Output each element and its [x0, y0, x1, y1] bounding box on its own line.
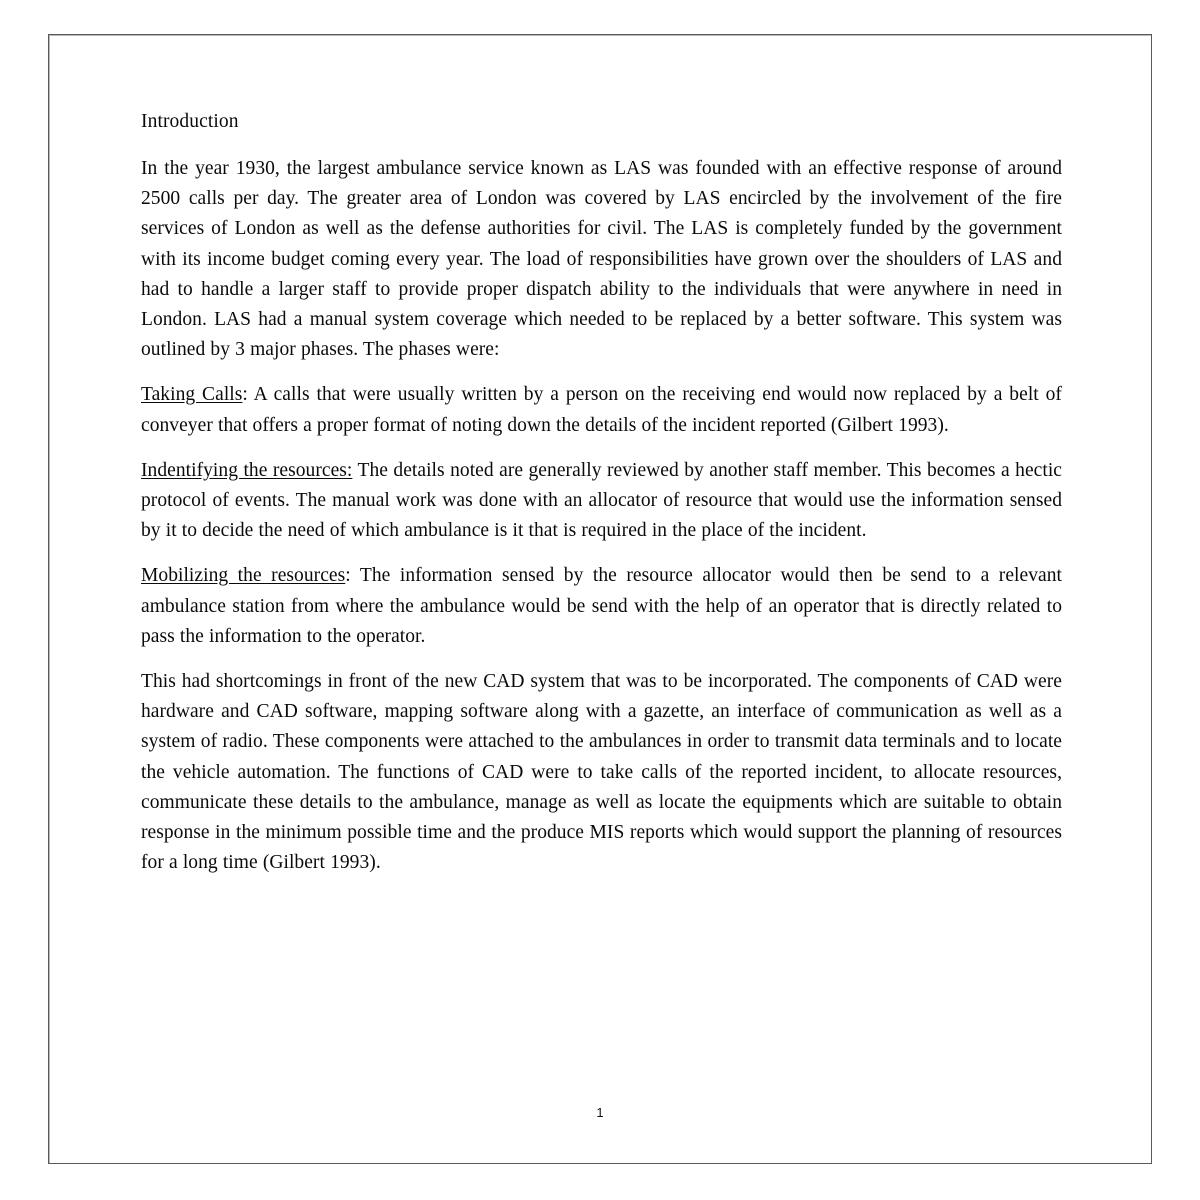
paragraph-lead-taking-calls: Taking Calls: [141, 384, 243, 406]
paragraph-text-taking-calls: : A calls that were usually written by a person on the receiving end would now replaced by a belt of conveyer that offers a proper format of noting down the details of the incident reported (Gilbert 1993).: [141, 384, 1062, 436]
paragraph-mobilizing-resources: [141, 561, 1062, 652]
paragraph-text-identifying-resources: The details noted are generally reviewed by another staff member. This becomes a hectic protocol of events. The manual work was done with an allocator of resource that would use the information sensed by it to decide the need of which ambulance is it that is required in the place of the incident.: [141, 459, 1062, 542]
paragraph-intro: [141, 154, 1062, 365]
paragraph-cad-system: [141, 667, 1062, 878]
paragraph-taking-calls: [141, 380, 1062, 440]
document-page: [48, 34, 1152, 1164]
document-text-column: [141, 107, 1062, 878]
page-number: 1: [596, 1105, 604, 1120]
page-title: Introduction: [141, 111, 239, 132]
paragraph-identifying-resources: [141, 456, 1062, 547]
paragraph-text-mobilizing-resources: : The information sensed by the resource allocator would then be send to a relevant ambulance station from where the ambulance would be send with the help of an operator that is directly related to pass the information to the operator.: [141, 565, 1063, 647]
paragraph-text-cad-system: This had shortcomings in front of the new CAD system that was to be incorporated. The components of CAD were hardware and CAD software, mapping software along with a gazette, an interface of communication as well as a system of radio. These components were attached to the ambulances in order to transmit data terminals and to locate the vehicle automation. The functions of CAD were to take calls of the reported incident, to allocate resources, communicate these details to the ambulance, manage as well as locate the equipments which are suitable to obtain response in the minimum possible time and the produce MIS reports which would support the planning of resources for a long time (Gilbert 1993).: [141, 671, 1062, 874]
paragraph-text-intro: In the year 1930, the largest ambulance service known as LAS was founded with an effective response of around 2500 calls per day. The greater area of London was covered by LAS encircled by the involvement of the fire services of London as well as the defense authorities for civil. The LAS is completely funded by the government with its income budget coming every year. The load of responsibilities have grown over the shoulders of LAS and had to handle a larger staff to provide proper dispatch ability to the individuals that were anywhere in need in London. LAS had a manual system coverage which needed to be replaced by a better software. This system was outlined by 3 major phases. The phases were:: [141, 158, 1062, 361]
paragraph-lead-identifying-resources: Indentifying the resources:: [141, 459, 353, 481]
paragraph-lead-mobilizing-resources: Mobilizing the resources: [141, 565, 346, 587]
